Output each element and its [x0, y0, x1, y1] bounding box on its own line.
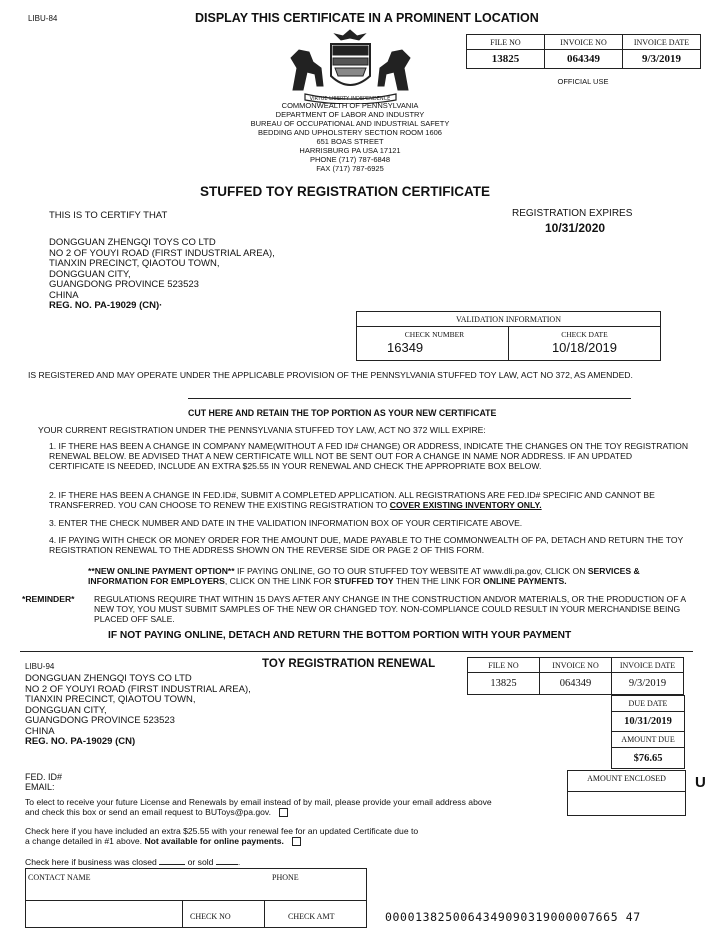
- address-line: GUANGDONG PROVINCE 523523: [49, 279, 199, 290]
- check-number-value: 16349: [387, 340, 424, 355]
- invoice-no-header: INVOICE NO: [545, 35, 623, 50]
- invoice-date-value: 9/3/2019: [623, 50, 701, 69]
- instruction-2: [49, 490, 689, 510]
- file-no-header: FILE NO: [467, 35, 545, 50]
- online-f: THEN THE LINK FOR: [393, 576, 484, 586]
- renewal-reg-no: REG. NO. PA-19029 (CN): [25, 736, 136, 747]
- renewal-file-no-header: FILE NO: [468, 658, 540, 673]
- renewal-address-line: DONGGUAN CITY,: [25, 704, 107, 716]
- email-label: EMAIL:: [25, 782, 55, 792]
- agency-line: PHONE (717) 787-6848: [309, 155, 391, 164]
- file-no-value: 13825: [467, 50, 545, 69]
- email-note-text: To elect to receive your future License and Renewals by email instead of by mail, please provide your email address above and check this box or send an email request to BUToys@pa.gov.: [25, 797, 492, 817]
- email-note: [25, 797, 500, 817]
- agency-line: FAX (717) 787-6925: [316, 164, 384, 173]
- svg-text:VIRTUE LIBERTY INDEPENDENCE: VIRTUE LIBERTY INDEPENDENCE: [309, 96, 391, 102]
- detach-text: IF NOT PAYING ONLINE, DETACH AND RETURN THE BOTTOM PORTION WITH YOUR PAYMENT: [108, 630, 572, 641]
- address-line: TIANXIN PRECINCT, QIAOTOU TOWN,: [49, 258, 220, 269]
- agency-line: COMMONWEALTH OF PENNSYLVANIA: [281, 101, 419, 110]
- official-use-note: OFFICIAL USE: [557, 77, 609, 86]
- closed-label: Check here if business was closed: [25, 857, 157, 867]
- phone-input[interactable]: [272, 881, 366, 898]
- registered-text: IS REGISTERED AND MAY OPERATE UNDER THE APPLICABLE PROVISION OF THE PENNSYLVANIA STUFFED TOY LAW, ACT NO 372, AS AMENDED.: [28, 370, 633, 380]
- instruction-4: 4. IF PAYING WITH CHECK OR MONEY ORDER FOR THE AMOUNT DUE, MADE PAYABLE TO THE COMMONWEALTH OF PA, DETACH AND RETURN THE TOY REGISTRATION RENEWAL TO THE ADDRESS SHOWN ON THE REVERSE SIDE OR PAGE 2 OF THIS FORM.: [49, 535, 684, 555]
- closed-text: Check here if business was closed or sold .: [25, 857, 241, 867]
- reg-no: REG. NO. PA-19029 (CN)·: [49, 300, 163, 311]
- due-date-label: DUE DATE: [612, 696, 685, 712]
- validation-box: [356, 311, 661, 361]
- validation-title: VALIDATION INFORMATION: [357, 312, 661, 327]
- online-payment-text: [88, 566, 688, 586]
- phone-label: PHONE: [272, 873, 299, 882]
- renewal-address-line: GUANGDONG PROVINCE 523523: [25, 715, 175, 726]
- renewal-address: [25, 674, 251, 748]
- official-use-table: [466, 34, 701, 86]
- sold-blank[interactable]: [216, 864, 238, 865]
- renewal-form-code: LIBU-94: [25, 662, 55, 671]
- online-a: **NEW ONLINE PAYMENT OPTION**: [88, 566, 235, 576]
- renewal-file-no: 13825: [468, 673, 540, 695]
- reminder-label: *REMINDER*: [22, 594, 75, 604]
- check-amt-label: CHECK AMT: [288, 912, 335, 921]
- check-number-label: CHECK NUMBER: [404, 330, 465, 339]
- amount-enclosed-box[interactable]: [567, 770, 686, 816]
- instruction-2-text: 2. IF THERE HAS BEEN A CHANGE IN FED.ID#, SUBMIT A COMPLETED APPLICATION. ALL REGISTRATIONS ARE FED.ID# SPECIFIC AND CANNOT BE TRANSFERRED. YOU CAN CHOOSE TO RENEW THE EXISTING REGISTRATION TO: [49, 490, 655, 510]
- renewal-address-line: DONGGUAN ZHENGQI TOYS CO LTD: [25, 673, 192, 684]
- instruction-2-emph: COVER EXISTING INVENTORY ONLY.: [389, 500, 542, 510]
- expires-date: 10/31/2020: [545, 221, 606, 235]
- due-date-value: 10/31/2019: [612, 712, 685, 732]
- online-c: SERVICES & INFORMATION FOR EMPLOYERS: [88, 566, 640, 586]
- contact-name-input[interactable]: [26, 881, 256, 898]
- agency-line: BUREAU OF OCCUPATIONAL AND INDUSTRIAL SAFETY: [250, 119, 450, 128]
- check-number-cell[interactable]: [357, 327, 509, 361]
- certify-text: THIS IS TO CERTIFY THAT: [49, 210, 168, 221]
- agency-line: BEDDING AND UPHOLSTERY SECTION ROOM 1606: [258, 128, 442, 137]
- check-date-cell[interactable]: [509, 327, 661, 361]
- online-e: STUFFED TOY: [334, 576, 394, 586]
- pennsylvania-seal-icon: [283, 28, 418, 104]
- renewal-address-line: NO 2 OF YOUYI ROAD (FIRST INDUSTRIAL AREA),: [25, 683, 251, 695]
- certificate-title: STUFFED TOY REGISTRATION CERTIFICATE: [200, 184, 491, 199]
- closed-or: or sold: [187, 857, 214, 867]
- online-g: ONLINE PAYMENTS.: [483, 576, 567, 586]
- fed-id-label: FED. ID#: [25, 772, 63, 782]
- address-line: DONGGUAN ZHENGQI TOYS CO LTD: [49, 237, 216, 248]
- invoice-date-header: INVOICE DATE: [623, 35, 701, 50]
- check-date-label: CHECK DATE: [561, 330, 608, 339]
- agency-line: DEPARTMENT OF LABOR AND INDUSTRY: [275, 110, 425, 119]
- email-opt-in-checkbox[interactable]: [279, 808, 288, 817]
- renewal-invoice-no: 064349: [540, 673, 612, 695]
- contact-box: [25, 868, 367, 928]
- invoice-no-value: 064349: [545, 50, 623, 69]
- renewal-invoice-date-header: INVOICE DATE: [612, 658, 684, 673]
- extra-fee-text: Check here if you have included an extra $25.55 with your renewal fee for an updated Certificate due to a change detailed in #1 above.: [25, 826, 419, 846]
- address-line: DONGGUAN CITY,: [49, 268, 131, 280]
- registrant-address: [49, 238, 275, 312]
- expires-label: REGISTRATION EXPIRES: [512, 208, 633, 219]
- amount-enclosed-label: AMOUNT ENCLOSED: [587, 774, 666, 783]
- cut-line: [188, 398, 631, 399]
- u-mark: U: [695, 774, 706, 791]
- extra-fee-note: [25, 826, 425, 846]
- amount-due-value: $76.65: [612, 748, 685, 769]
- scanline: 0000138250064349090319000007665 47: [385, 910, 641, 924]
- online-b: IF PAYING ONLINE, GO TO OUR STUFFED TOY WEBSITE AT www.dli.pa.gov, CLICK ON: [234, 566, 588, 576]
- detach-line: [20, 651, 693, 652]
- contact-name-label: CONTACT NAME: [28, 873, 91, 882]
- online-d: , CLICK ON THE LINK FOR: [224, 576, 335, 586]
- form-code: LIBU-84: [28, 14, 58, 23]
- check-no-label: CHECK NO: [190, 912, 231, 921]
- renewal-title: TOY REGISTRATION RENEWAL: [262, 658, 436, 670]
- display-banner: DISPLAY THIS CERTIFICATE IN A PROMINENT LOCATION: [195, 11, 539, 25]
- reminder-text: REGULATIONS REQUIRE THAT WITHIN 15 DAYS AFTER ANY CHANGE IN THE CONSTRUCTION AND/OR MATERIALS, OR THE PRODUCTION OF A NEW TOY, YOU MUST SUBMIT SAMPLES OF THE NEW OR CHANGED TOY. NON-COMPLIANCE COULD RESULT IN YOUR MERCHANDISE BEING PLACED OFF SALE.: [94, 594, 686, 624]
- agency-address: [200, 101, 500, 173]
- instruction-1: 1. IF THERE HAS BEEN A CHANGE IN COMPANY NAME(WITHOUT A FED ID# CHANGE) OR ADDRESS, INDICATE THE CHANGES ON THE TOY REGISTRATION RENEWAL BELOW. BE ADVISED THAT A NEW CERTIFICATE WILL NOT BE SENT OUT FOR A CHANGE IN NAME NOR ADDRESS. IF AN UPDATED CERTIFICATE IS NEEDED, INCLUDE AN EXTRA $25.55 IN YOUR RENEWAL AND CHECK THE APPROPRIATE BOX BELOW.: [49, 441, 689, 471]
- intro-text: YOUR CURRENT REGISTRATION UNDER THE PENNSYLVANIA STUFFED TOY LAW, ACT NO 372 WILL EXPIRE:: [38, 425, 486, 435]
- address-line: CHINA: [49, 289, 79, 301]
- renewal-address-line: TIANXIN PRECINCT, QIAOTOU TOWN,: [25, 694, 196, 705]
- address-line: NO 2 OF YOUYI ROAD (FIRST INDUSTRIAL AREA),: [49, 247, 275, 259]
- agency-line: HARRISBURG PA USA 17121: [299, 146, 401, 155]
- cut-here-text: CUT HERE AND RETAIN THE TOP PORTION AS YOUR NEW CERTIFICATE: [188, 408, 497, 418]
- instruction-3: 3. ENTER THE CHECK NUMBER AND DATE IN THE VALIDATION INFORMATION BOX OF YOUR CERTIFICATE ABOVE.: [49, 518, 523, 528]
- closed-blank[interactable]: [159, 864, 185, 865]
- renewal-address-line: CHINA: [25, 725, 55, 737]
- extra-fee-bold: Not available for online payments.: [144, 836, 284, 846]
- agency-line: 651 BOAS STREET: [316, 137, 384, 146]
- renewal-invoice-date: 9/3/2019: [612, 673, 684, 695]
- renewal-table: [467, 657, 684, 695]
- renewal-invoice-no-header: INVOICE NO: [540, 658, 612, 673]
- updated-certificate-checkbox[interactable]: [292, 837, 301, 846]
- amount-due-label: AMOUNT DUE: [612, 732, 685, 748]
- check-date-value: 10/18/2019: [551, 340, 618, 355]
- due-box: [611, 695, 685, 769]
